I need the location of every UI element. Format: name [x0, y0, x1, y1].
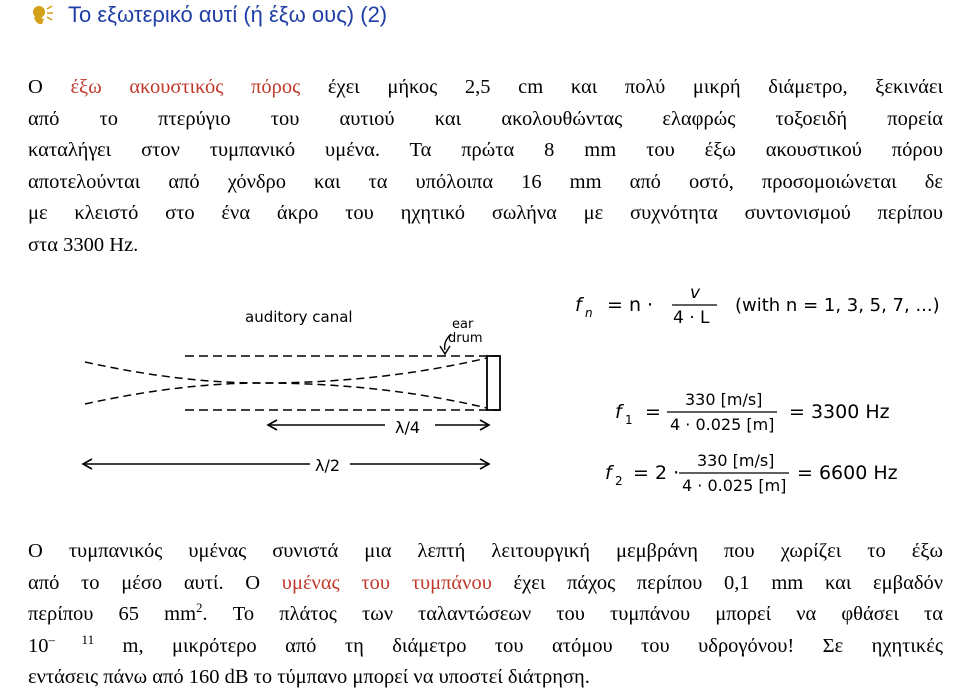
title-text: Το εξωτερικό αυτί (ή έξω ους) (2): [68, 2, 388, 27]
svg-text:1: 1: [625, 413, 633, 427]
speaker-bullet-icon: [30, 3, 54, 27]
paragraph-line: στα 3300 Hz.: [28, 233, 139, 256]
slide-title: [30, 2, 387, 28]
paragraph-line: $10^{- 11}$ m, μικρότερο από τη διάμετρο του ατόμου του υδρογόνου! Σε ηχητικές: [28, 631, 943, 657]
quarter-wavelength-label: λ/4: [395, 418, 421, 437]
svg-text:330 [m/s]: 330 [m/s]: [685, 390, 763, 409]
paragraph-line: περίπου 65 $mm^2$. Το πλάτος των ταλαντώσεων του τυμπάνου μπορεί να φθάσει τα: [28, 600, 943, 625]
paragraph-line: αποτελούνται από χόνδρο και τα υπόλοιπα 16 mm από οστό, προσομοιώνεται δε: [28, 170, 943, 193]
fn-symbol: f: [575, 294, 582, 316]
f2-result: = 6600 Hz: [797, 462, 898, 484]
svg-text:4 · 0.025 [m]: 4 · 0.025 [m]: [682, 476, 787, 495]
f2-symbol: f: [605, 462, 612, 484]
svg-text:2: 2: [615, 474, 623, 488]
svg-text:4 · 0.025 [m]: 4 · 0.025 [m]: [670, 415, 775, 434]
svg-text:= 2 ·: = 2 ·: [633, 462, 680, 484]
highlight-eardrum: υμένας του τυμπάνου: [281, 571, 492, 594]
paragraph-line: από το πτερύγιο του αυτιού και ακολουθώντας ελαφρώς τοξοειδή πορεία: [28, 107, 943, 130]
half-wavelength-label: λ/2: [315, 456, 341, 475]
ear-label: ear: [452, 317, 474, 332]
fn-condition: (with n = 1, 3, 5, 7, ...): [735, 295, 940, 316]
paragraph-ear-canal: [28, 72, 943, 262]
paragraph-line: με κλειστό στο ένα άκρο του ηχητικό σωλήνα με συχνότητα συντονισμού περίπου: [28, 202, 943, 225]
svg-text:= n ·: = n ·: [607, 294, 654, 316]
auditory-canal-diagram: [55, 292, 515, 507]
ear-drum-wall: [487, 356, 500, 410]
drum-label: drum: [448, 331, 483, 346]
paragraph-line: εντάσεις πάνω από 160 dB το τύμπανο μπορεί να υποστεί διάτρηση.: [28, 666, 590, 688]
paragraph-line: από το μέσο αυτί. Ο υμένας του τυμπάνου έχει πάχος περίπου 0,1 mm και εμβαδόν: [28, 571, 944, 594]
paragraph-line: καταλήγει στον τυμπανικό υμένα. Τα πρώτα 8 mm του έξω ακουστικού πόρου: [28, 139, 943, 162]
svg-text:330 [m/s]: 330 [m/s]: [697, 451, 775, 470]
svg-text:n: n: [585, 306, 593, 320]
svg-text:v: v: [690, 283, 701, 303]
paragraph-line: Ο τυμπανικός υμένας συνιστά μια λεπτή λειτουργική μεμβράνη που χωρίζει το έξω: [28, 540, 943, 562]
svg-text:=: =: [645, 401, 661, 423]
f1-result: = 3300 Hz: [789, 401, 890, 423]
highlight-outer-canal: έξω ακουστικός πόρος: [70, 76, 301, 98]
canal-label: auditory canal: [245, 308, 353, 326]
svg-text:4 · L: 4 · L: [673, 308, 710, 328]
paragraph-eardrum: [28, 536, 943, 694]
resonance-formulas: [567, 272, 957, 512]
f1-symbol: f: [615, 401, 622, 423]
paragraph-line: Ο έξω ακουστικός πόρος έχει μήκος 2,5 cm και πολύ μικρή διάμετρο, ξεκινάει: [28, 76, 943, 98]
